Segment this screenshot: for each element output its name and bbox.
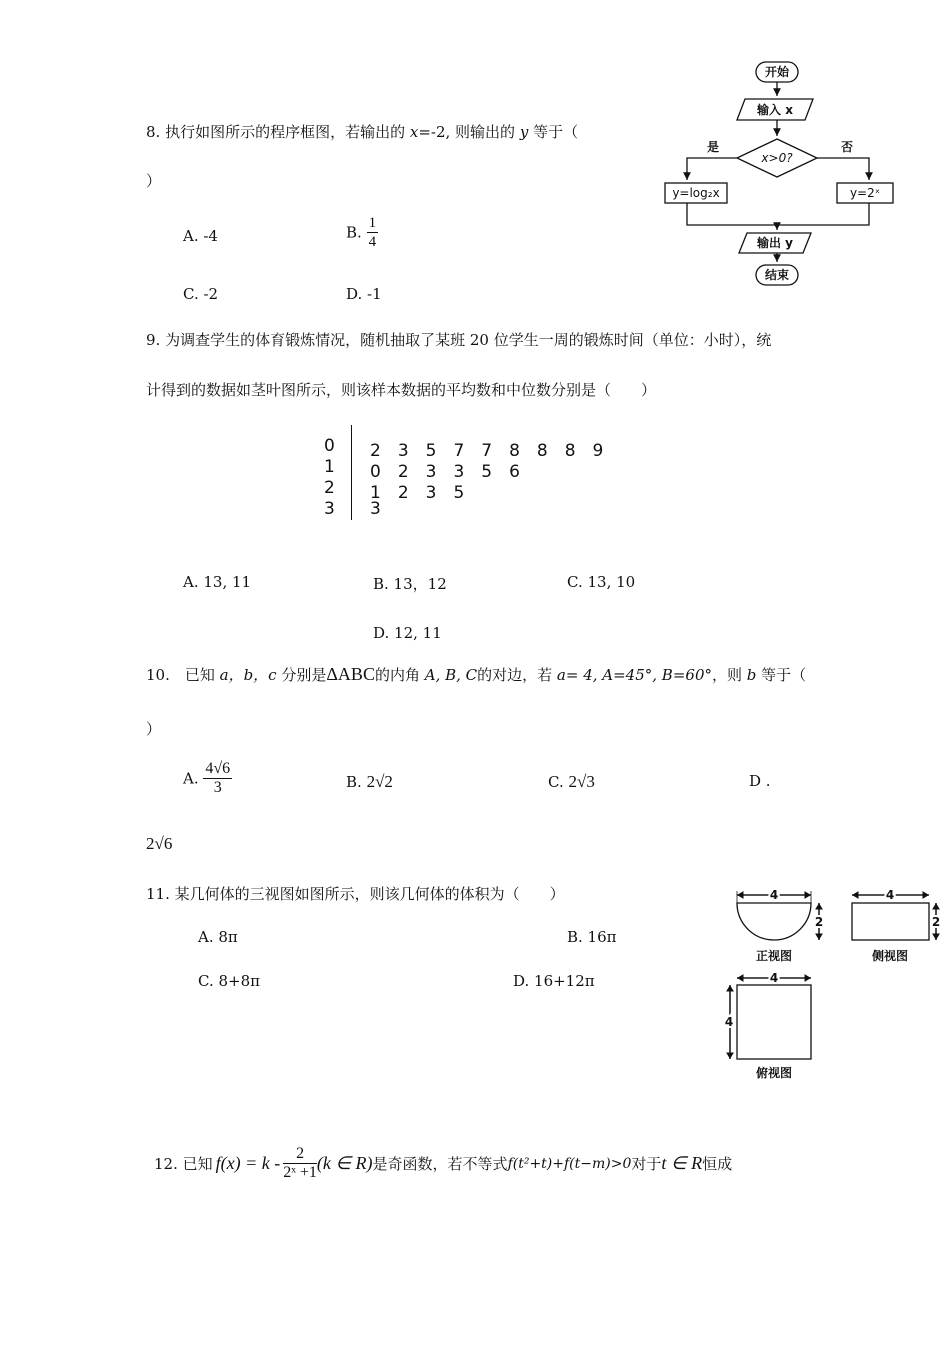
q12-function: f(x) = k - <box>215 1153 281 1173</box>
q10-stem-line1 <box>146 664 806 685</box>
q12-t-in-r: t ∈ R <box>661 1153 703 1173</box>
front-view-shape <box>737 903 811 940</box>
q10-text-c: 的内角 <box>374 666 425 684</box>
q8-stem-line1 <box>146 121 578 142</box>
leaf-row: 0 2 3 3 5 6 <box>370 462 520 482</box>
q8-option-a: A. -4 <box>183 227 218 245</box>
q12-fraction <box>283 1145 317 1182</box>
leaf-row: 2 3 5 7 7 8 8 8 9 <box>370 441 604 461</box>
flow-output-label: 输出 y <box>756 236 794 250</box>
q8-option-d: D. -1 <box>346 285 382 303</box>
stem-value: 1 <box>324 457 335 477</box>
q10-condition: a= 4, A=45°, B=60° <box>556 666 712 684</box>
q10-text-d: 的对边，若 <box>477 666 557 684</box>
q9-option-a: A. 13, 11 <box>183 573 252 591</box>
q10-option-d-value: 2√6 <box>146 834 173 853</box>
q9-option-d: D. 12, 11 <box>373 624 442 642</box>
q10-text-e: ，则 <box>711 666 747 684</box>
side-view-shape <box>852 903 929 940</box>
q11-option-c: C. 8+8π <box>198 972 260 990</box>
q11-option-d: D. 16+12π <box>513 972 595 990</box>
q8-option-b <box>346 214 378 251</box>
q12-tail-b: 恒成 <box>702 1155 733 1173</box>
q9-option-c: C. 13, 10 <box>567 573 636 591</box>
q10-angles: A, B, C <box>424 666 478 684</box>
q10-option-b-value: 2√2 <box>366 772 393 791</box>
q8-text-a: 8. 执行如图所示的程序框图，若输出的 <box>146 123 410 141</box>
q8-option-b-fraction <box>367 214 379 251</box>
q8-var-x: x <box>409 123 419 141</box>
q10-triangle: ΔABC <box>326 664 375 684</box>
q11-stem-line1: 11. 某几何体的三视图如图所示，则该几何体的体积为（ ） <box>146 885 565 903</box>
q12-domain: (k ∈ R) <box>316 1153 373 1173</box>
front-width-label: 4 <box>769 888 779 902</box>
side-view-caption: 侧视图 <box>871 949 909 963</box>
q8-var-y: y <box>519 123 529 141</box>
top-view-shape <box>737 985 811 1059</box>
q10-option-b-label: B. <box>346 773 362 791</box>
q10-option-b <box>346 772 393 792</box>
fraction-denominator: 4 <box>368 234 377 250</box>
leaf-row: 1 2 3 5 <box>370 483 465 503</box>
stem-leaf-plot <box>320 425 610 525</box>
top-view-caption: 俯视图 <box>755 1066 793 1080</box>
flow-end-label: 结束 <box>764 268 790 282</box>
q10-option-a <box>183 760 232 797</box>
stem-row <box>324 478 335 498</box>
top-height-label: 4 <box>724 1015 734 1029</box>
stem-value: 0 <box>324 436 335 456</box>
q10-vars: a，b，c <box>219 666 277 684</box>
fraction-numerator: 2 <box>283 1145 317 1164</box>
flow-input-label: 输入 x <box>757 103 793 117</box>
flow-start-label: 开始 <box>764 65 790 79</box>
q10-text-f: 等于（ <box>756 666 807 684</box>
q8-option-b-label: B. <box>346 223 362 242</box>
q8-text-b: =-2, 则输出的 <box>418 123 520 141</box>
q10-option-d-label: D . <box>749 772 771 790</box>
q12-inequality: f(t²+t)+f(t−m)>0 <box>507 1155 632 1172</box>
fraction-numerator: 4√6 <box>205 760 231 777</box>
flow-right-box-label: y=2ˣ <box>849 186 881 200</box>
side-height-label: 2 <box>931 915 941 929</box>
stem-row <box>324 457 335 477</box>
fraction-denominator: 3 <box>213 779 222 796</box>
q8-text-c: 等于（ <box>528 123 579 141</box>
q9-stem-line1: 9. 为调查学生的体育锻炼情况，随机抽取了某班 20 位学生一周的锻炼时间（单位：小时），统 <box>146 331 772 349</box>
fraction-denominator: 2ˣ +1 <box>283 1164 317 1181</box>
q10-var-b: b <box>746 666 757 684</box>
fraction-numerator: 1 <box>368 215 377 231</box>
leaf-row: 3 <box>370 499 381 519</box>
flow-cond-label: x>0? <box>761 151 793 165</box>
stem-value: 2 <box>324 478 335 498</box>
three-views-figure <box>715 885 945 1085</box>
q12-stem-line1 <box>154 1145 732 1182</box>
q10-option-a-label: A. <box>183 769 199 788</box>
q12-tail-a: 对于 <box>631 1155 662 1173</box>
front-view-caption: 正视图 <box>755 949 793 963</box>
stem-row <box>324 436 335 456</box>
q9-stem-line2: 计得到的数据如茎叶图所示，则该样本数据的平均数和中位数分别是（ ） <box>146 381 657 399</box>
q10-text-a: 10. 已知 <box>146 666 220 684</box>
flow-yes-label: 是 <box>706 140 720 154</box>
flow-left-box-label: y=log₂x <box>672 186 720 200</box>
q11-option-b: B. 16π <box>567 928 617 946</box>
q10-option-a-fraction <box>203 760 232 797</box>
side-width-label: 4 <box>885 888 895 902</box>
q8-stem-line2: ） <box>146 172 162 190</box>
flow-no-label: 否 <box>840 140 854 154</box>
q9-option-b: B. 13，12 <box>373 575 447 593</box>
q11-option-a: A. 8π <box>198 928 238 946</box>
q10-text-b: 分别是 <box>276 666 327 684</box>
q10-option-c-value: 2√3 <box>568 772 595 791</box>
q10-option-c-label: C. <box>548 773 564 791</box>
flowchart-figure <box>655 55 905 300</box>
q10-stem-line2: ） <box>146 720 162 738</box>
stem-leaf-divider <box>351 425 352 520</box>
front-height-label: 2 <box>814 915 824 929</box>
q12-prefix: 12. 已知 <box>154 1155 213 1173</box>
stem-row <box>324 499 335 519</box>
q10-option-c <box>548 772 595 792</box>
q12-mid: 是奇函数，若不等式 <box>372 1155 508 1173</box>
top-width-label: 4 <box>769 971 779 985</box>
q8-option-c: C. -2 <box>183 285 219 303</box>
stem-value: 3 <box>324 499 335 519</box>
